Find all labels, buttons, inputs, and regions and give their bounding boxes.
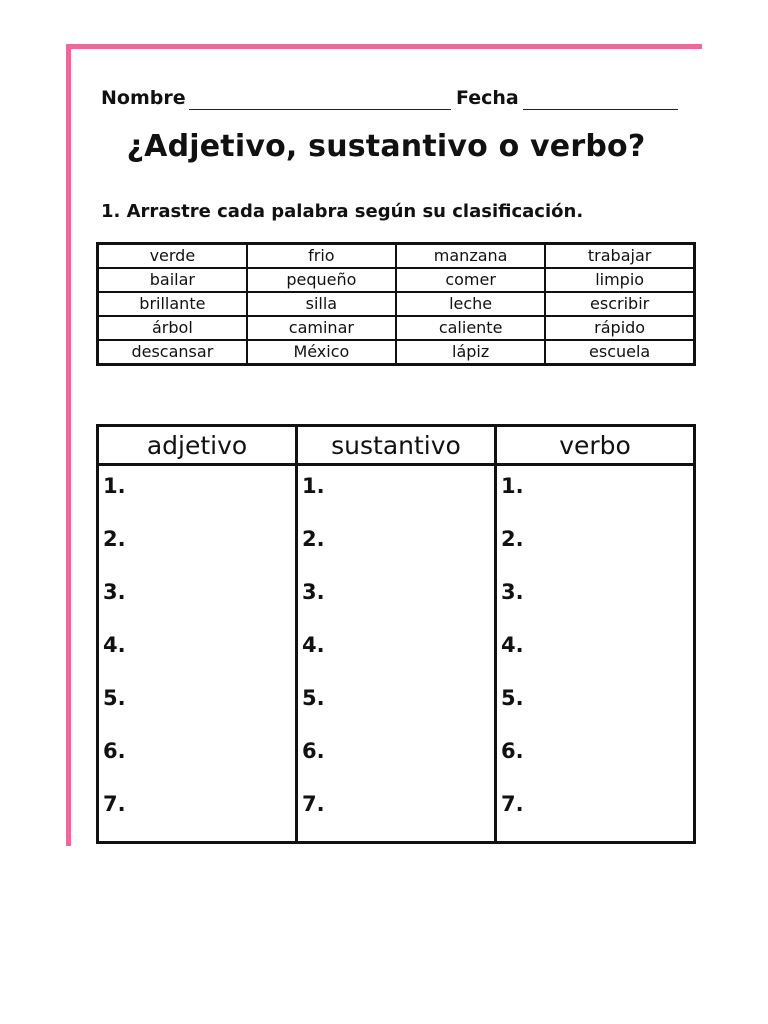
- drop-zone-sustantivo[interactable]: [297, 465, 496, 843]
- slot-number: 3.: [501, 580, 524, 604]
- name-field[interactable]: [189, 109, 451, 110]
- word-item[interactable]: escuela: [545, 340, 694, 365]
- word-bank-row: [98, 316, 695, 340]
- word-item[interactable]: caliente: [396, 316, 545, 340]
- word-item[interactable]: brillante: [98, 292, 247, 316]
- slot-number: 7.: [501, 792, 524, 816]
- date-field[interactable]: [523, 109, 678, 110]
- slot-number: 2.: [501, 527, 524, 551]
- instruction-text: 1. Arrastre cada palabra según su clasificación.: [101, 201, 584, 222]
- word-item[interactable]: bailar: [98, 268, 247, 292]
- word-item[interactable]: lápiz: [396, 340, 545, 365]
- worksheet: [66, 44, 702, 846]
- column-header-adjetivo: adjetivo: [98, 426, 297, 465]
- column-header-sustantivo: sustantivo: [297, 426, 496, 465]
- word-bank-row: [98, 292, 695, 316]
- slot-number: 7.: [103, 792, 126, 816]
- word-item[interactable]: leche: [396, 292, 545, 316]
- slot-number: 4.: [302, 633, 325, 657]
- slot-number: 5.: [501, 686, 524, 710]
- slot-number: 7.: [302, 792, 325, 816]
- slot-number: 2.: [302, 527, 325, 551]
- word-item[interactable]: comer: [396, 268, 545, 292]
- slot-number: 3.: [302, 580, 325, 604]
- slot-number: 1.: [103, 474, 126, 498]
- word-item[interactable]: caminar: [247, 316, 396, 340]
- slot-number: 4.: [501, 633, 524, 657]
- word-item[interactable]: pequeño: [247, 268, 396, 292]
- slot-number: 6.: [103, 739, 126, 763]
- date-label: Fecha: [456, 87, 519, 109]
- drop-zone-verbo[interactable]: [496, 465, 695, 843]
- page-title: ¿Adjetivo, sustantivo o verbo?: [126, 129, 646, 164]
- word-bank-row: [98, 268, 695, 292]
- slot-number: 4.: [103, 633, 126, 657]
- word-item[interactable]: manzana: [396, 244, 545, 269]
- drop-zone-adjetivo[interactable]: [98, 465, 297, 843]
- word-item[interactable]: escribir: [545, 292, 694, 316]
- word-item[interactable]: trabajar: [545, 244, 694, 269]
- slot-number: 5.: [103, 686, 126, 710]
- classification-body-row: [98, 465, 695, 843]
- classification-header-row: [98, 426, 695, 465]
- word-item[interactable]: silla: [247, 292, 396, 316]
- name-date-row: [101, 87, 691, 115]
- word-item[interactable]: verde: [98, 244, 247, 269]
- word-item[interactable]: árbol: [98, 316, 247, 340]
- word-item[interactable]: limpio: [545, 268, 694, 292]
- slot-number: 1.: [501, 474, 524, 498]
- name-label: Nombre: [101, 87, 186, 109]
- column-header-verbo: verbo: [496, 426, 695, 465]
- word-bank-row: [98, 244, 695, 269]
- slot-number: 3.: [103, 580, 126, 604]
- word-item[interactable]: frio: [247, 244, 396, 269]
- slot-number: 6.: [302, 739, 325, 763]
- slot-number: 1.: [302, 474, 325, 498]
- word-item[interactable]: México: [247, 340, 396, 365]
- word-item[interactable]: descansar: [98, 340, 247, 365]
- slot-number: 2.: [103, 527, 126, 551]
- word-bank-table: [96, 242, 696, 366]
- slot-number: 5.: [302, 686, 325, 710]
- classification-table: [96, 424, 696, 844]
- word-bank-row: [98, 340, 695, 365]
- slot-number: 6.: [501, 739, 524, 763]
- word-item[interactable]: rápido: [545, 316, 694, 340]
